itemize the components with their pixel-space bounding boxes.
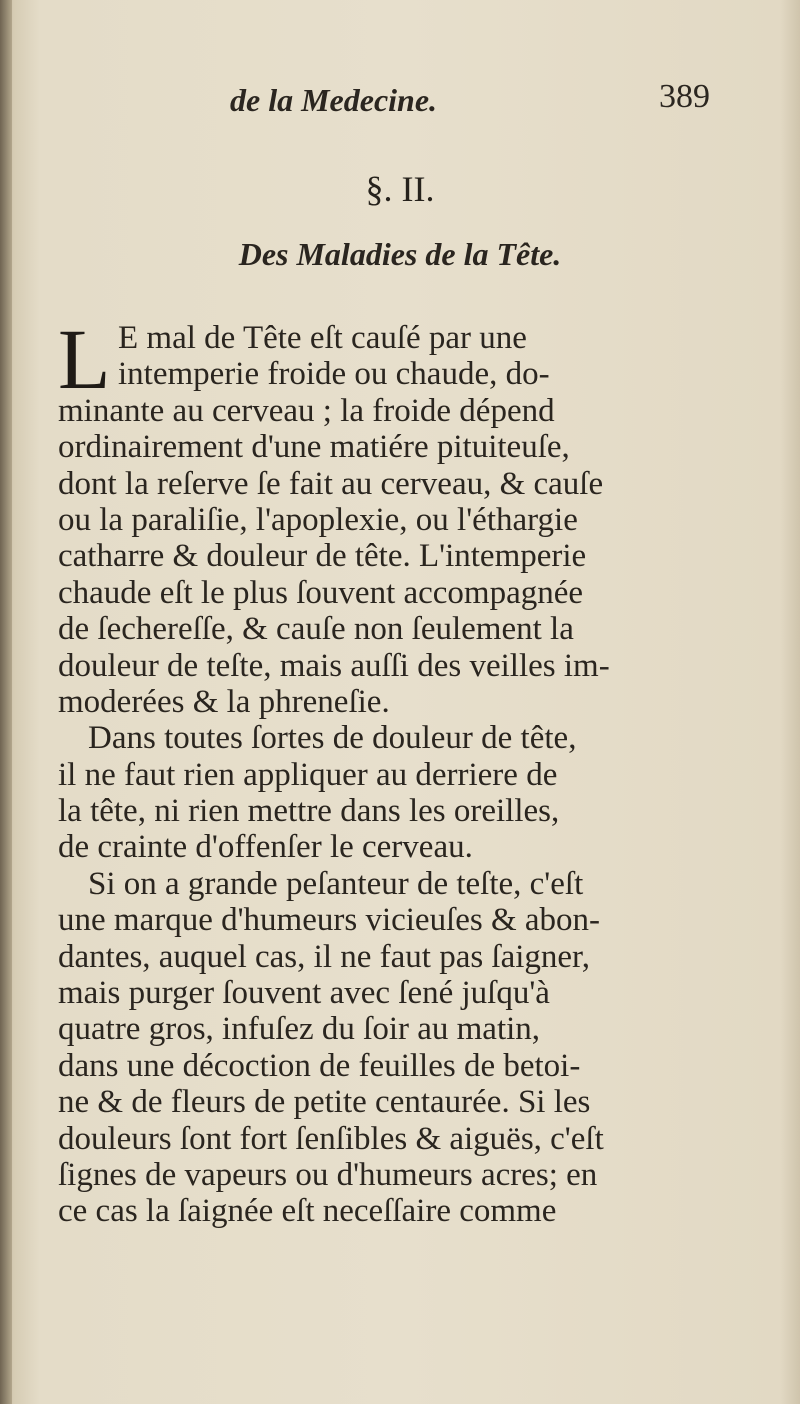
text-line: Si on a grande peſanteur de teſte, c'eſt: [88, 865, 584, 902]
binding-gutter: [0, 0, 12, 1404]
text-line: minante au cerveau ; la froide dépend: [58, 392, 555, 429]
text-line: douleur de teſte, mais auſſi des veilles im-: [58, 647, 610, 684]
page-header: [60, 72, 710, 132]
text-line: douleurs ſont fort ſenſibles & aiguës, c'eſt: [58, 1120, 604, 1157]
section-title: Des Maladies de la Tête.: [238, 236, 562, 272]
text-line: dans une décoction de feuilles de betoi-: [58, 1047, 581, 1084]
text-line: Dans toutes ſortes de douleur de tête,: [88, 720, 577, 757]
text-line: E mal de Tête eſt cauſé par une: [118, 320, 527, 356]
text-line: il ne faut rien appliquer au derriere de: [58, 756, 558, 793]
text-line: intemperie froide ou chaude, do-: [118, 356, 550, 393]
text-line: ne & de fleurs de petite centaurée. Si les: [58, 1084, 591, 1121]
text-line: la tête, ni rien mettre dans les oreilles,: [58, 793, 560, 830]
running-head: de la Medecine.: [230, 82, 438, 118]
text-line: une marque d'humeurs vicieuſes & abon-: [58, 902, 601, 939]
text-line: chaude eſt le plus ſouvent accompagnée: [58, 574, 584, 611]
body-text: [58, 311, 698, 1230]
text-line: dantes, auquel cas, il ne faut pas ſaigner,: [58, 938, 590, 975]
text-line: de crainte d'offenſer le cerveau.: [58, 829, 473, 866]
page-number: 389: [659, 78, 710, 115]
text-line: ce cas la ſaignée eſt neceſſaire comme: [58, 1193, 557, 1230]
text-line: dont la reſerve ſe fait au cerveau, & cauſe: [58, 465, 604, 502]
drop-cap: L: [58, 311, 111, 407]
text-line: moderées & la phreneſie.: [58, 683, 390, 720]
text-line: ou la paraliſie, l'apoplexie, ou l'éthargie: [58, 501, 578, 538]
section-number: §. II.: [365, 169, 435, 209]
text-line: ſignes de vapeurs ou d'humeurs acres; en: [58, 1156, 598, 1193]
opening-paragraph-start: [58, 311, 698, 407]
text-line: de ſechereſſe, & cauſe non ſeulement la: [58, 611, 574, 648]
text-line: quatre gros, infuſez du ſoir au matin,: [58, 1011, 541, 1048]
text-line: mais purger ſouvent avec ſené juſqu'à: [58, 975, 550, 1012]
text-line: ordinairement d'une matiére pituiteuſe,: [58, 429, 570, 466]
text-line: catharre & douleur de tête. L'intemperie: [58, 538, 587, 575]
